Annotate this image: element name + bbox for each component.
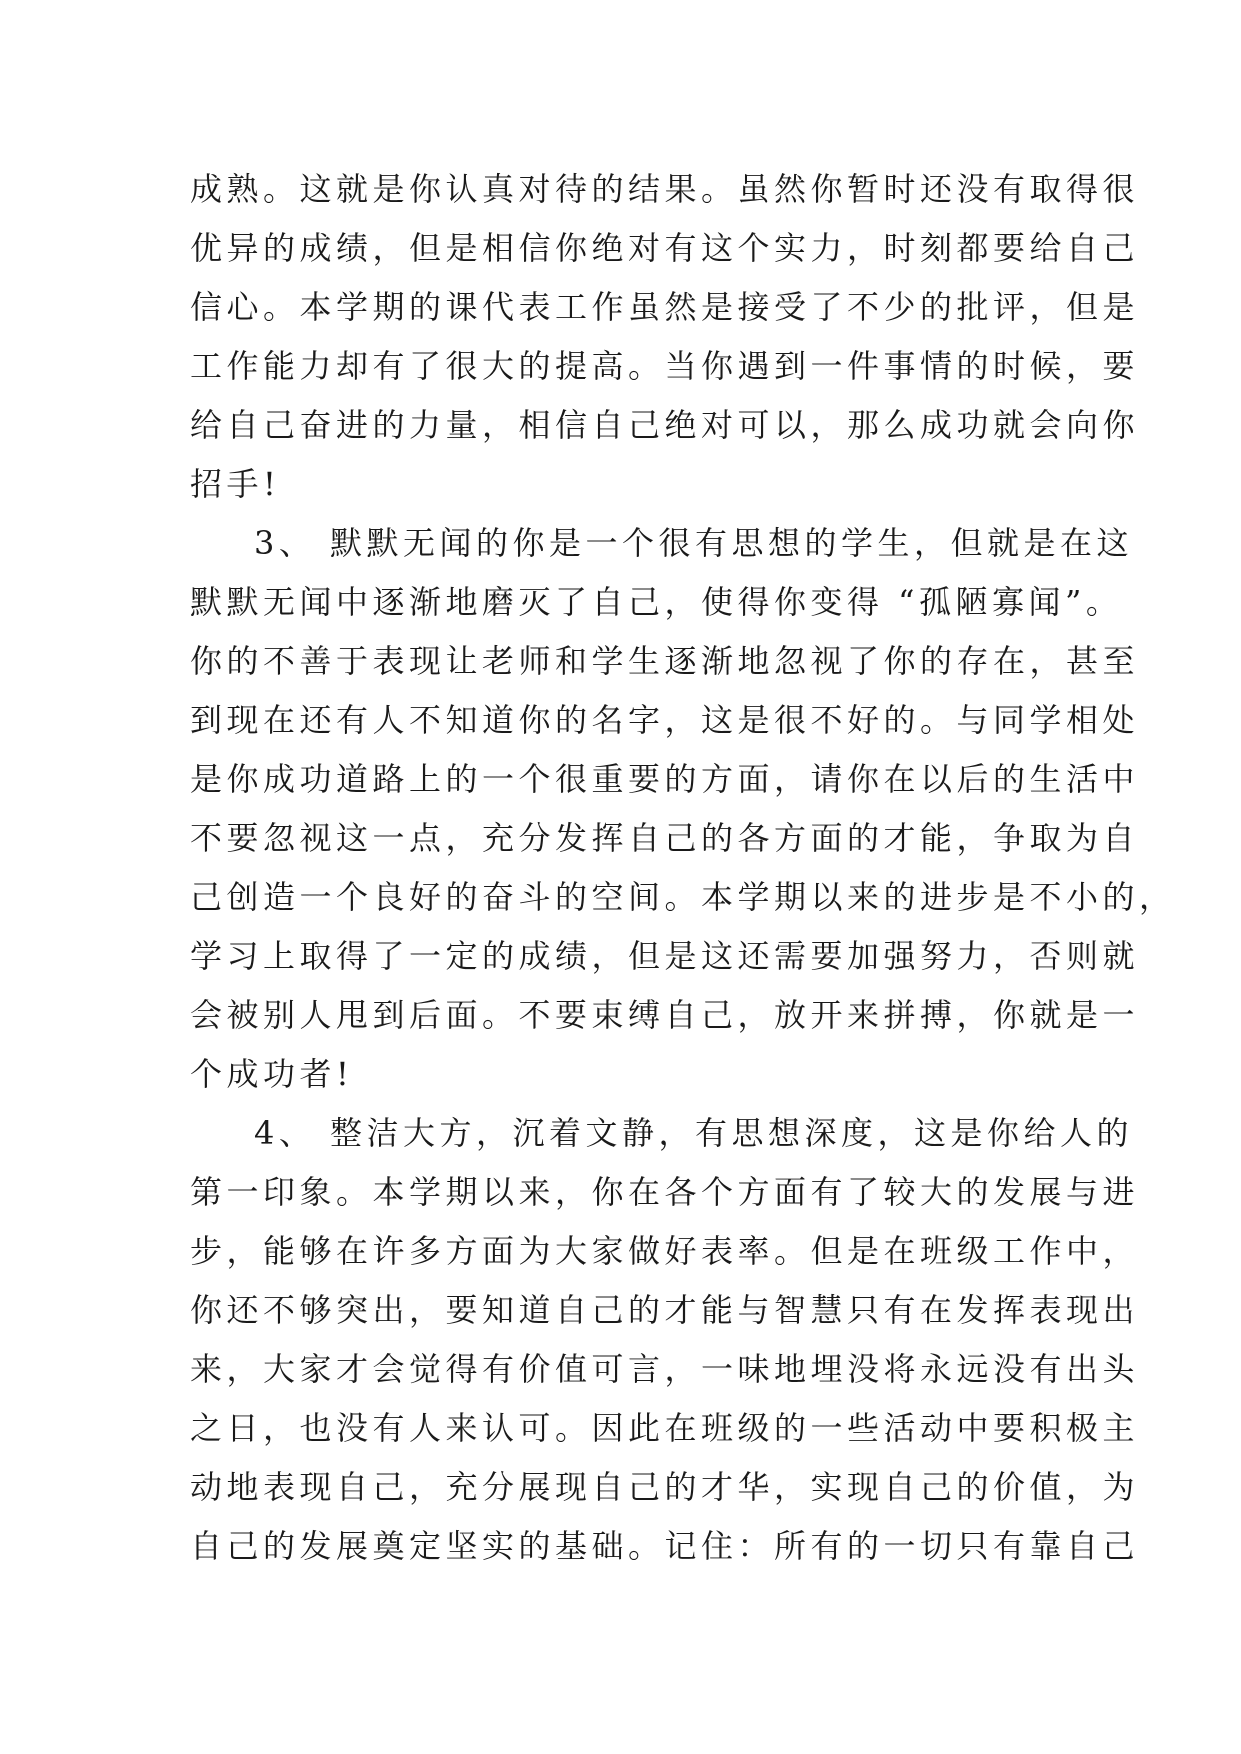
text-line: 自己的发展奠定坚实的基础。记住：所有的一切只有靠自己	[190, 1527, 1140, 1565]
text-line: 默默无闻中逐渐地磨灭了自己，使得你变得 “孤陋寡闻”。	[190, 583, 1123, 621]
text-line: 第一印象。本学期以来，你在各个方面有了较大的发展与进	[190, 1173, 1140, 1211]
text-line: 招手!	[190, 465, 281, 503]
text-line-first: 3、 默默无闻的你是一个很有思想的学生，但就是在这	[254, 524, 1134, 562]
paragraph-3	[190, 514, 1176, 1104]
text-line: 信心。本学期的课代表工作虽然是接受了不少的批评，但是	[190, 288, 1140, 326]
text-line: 动地表现自己，充分展现自己的才华，实现自己的价值，为	[190, 1468, 1140, 1506]
paragraph-4	[190, 1104, 1140, 1576]
text-line: 到现在还有人不知道你的名字，这是很不好的。与同学相处	[190, 701, 1140, 739]
text-line: 你还不够突出，要知道自己的才能与智慧只有在发挥表现出	[190, 1291, 1140, 1329]
text-line: 己创造一个良好的奋斗的空间。本学期以来的进步是不小的，	[190, 878, 1176, 916]
text-line-first: 4、 整洁大方，沉着文静，有思想深度，这是你给人的	[254, 1114, 1134, 1152]
text-line: 来，大家才会觉得有价值可言，一味地埋没将永远没有出头	[190, 1350, 1140, 1388]
text-line: 学习上取得了一定的成绩，但是这还需要加强努力，否则就	[190, 937, 1140, 975]
text-line: 是你成功道路上的一个很重要的方面，请你在以后的生活中	[190, 760, 1140, 798]
text-line: 不要忽视这一点，充分发挥自己的各方面的才能，争取为自	[190, 819, 1140, 857]
text-line: 步，能够在许多方面为大家做好表率。但是在班级工作中，	[190, 1232, 1140, 1270]
text-line: 成熟。这就是你认真对待的结果。虽然你暂时还没有取得很	[190, 170, 1140, 208]
text-line: 会被别人甩到后面。不要束缚自己，放开来拼搏，你就是一	[190, 996, 1140, 1034]
text-line: 个成功者!	[190, 1055, 354, 1093]
text-line: 你的不善于表现让老师和学生逐渐地忽视了你的存在，甚至	[190, 642, 1140, 680]
document-body	[190, 160, 1176, 1576]
paragraph-continued	[190, 160, 1140, 514]
text-line: 优异的成绩，但是相信你绝对有这个实力，时刻都要给自己	[190, 229, 1140, 267]
text-line: 工作能力却有了很大的提高。当你遇到一件事情的时候，要	[190, 347, 1140, 385]
text-line: 之日，也没有人来认可。因此在班级的一些活动中要积极主	[190, 1409, 1140, 1447]
text-line: 给自己奋进的力量，相信自己绝对可以，那么成功就会向你	[190, 406, 1140, 444]
